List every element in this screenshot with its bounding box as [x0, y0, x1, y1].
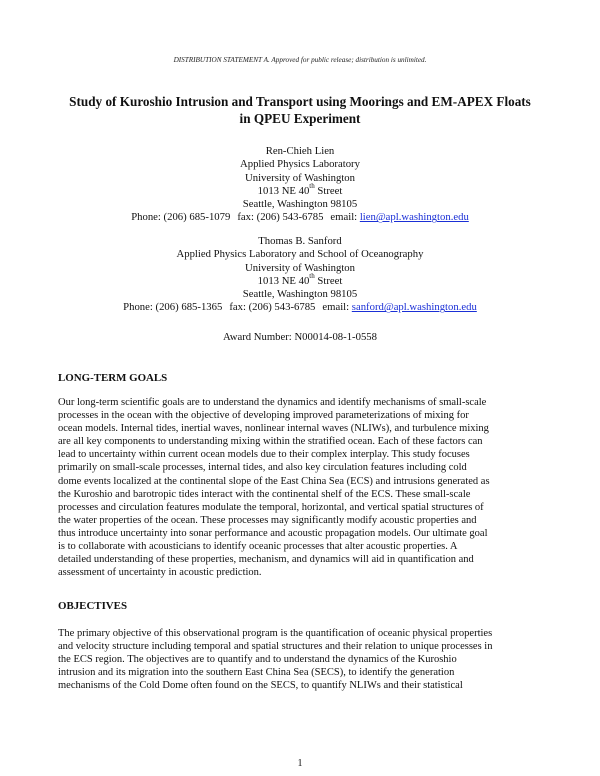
- author-fax: fax: (206) 543-6785: [237, 211, 324, 224]
- author-university: University of Washington: [245, 261, 355, 274]
- author-phone: Phone: (206) 685-1079: [131, 211, 231, 224]
- text-line: and velocity structure including temporal and spatial structures and their relation to unique processes in: [58, 641, 493, 653]
- author-affiliation: Applied Physics Laboratory: [240, 158, 360, 171]
- text-line: Our long-term scientific goals are to understand the dynamics and identify mechanisms of small-scale: [58, 397, 487, 408]
- section-body-long-term-goals: [58, 396, 548, 579]
- award-number: Award Number: N00014-08-1-0558: [223, 331, 377, 343]
- author-email-link[interactable]: sanford@apl.washington.edu: [351, 301, 477, 314]
- text-line: the Kuroshio and barotropic tides interact with the continental shelf of the ECS. These small-scale: [58, 488, 471, 500]
- text-line: primarily on small-scale processes, internal tides, and also key circulation features including cold: [58, 462, 467, 474]
- title-line-1: Study of Kuroshio Intrusion and Transport using Moorings and EM-APEX Floats: [69, 94, 531, 109]
- author-city: Seattle, Washington 98105: [242, 198, 358, 211]
- text-line: the ECS region. The objectives are to quantify and to understand the dynamics of the Kuroshio: [58, 654, 457, 666]
- text-line: the water properties of the ocean. These processes may significantly modify acoustic properties and: [58, 514, 477, 526]
- author-contact: Phone: (206) 685-1079 fax: (206) 543-6785 email: lien@apl.washington.edu: [131, 211, 469, 224]
- paper-title: [40, 94, 560, 127]
- text-line: is to collaborate with acousticians to identify oceanic processes that alter acoustic properties. A: [58, 541, 458, 553]
- text-line: dome events localized at the continental slope of the East China Sea (ECS) and intrusions generated as: [58, 475, 490, 487]
- text-line: assessment of uncertainty in acoustic prediction.: [58, 567, 262, 579]
- author-email-link[interactable]: lien@apl.washington.edu: [359, 211, 469, 224]
- author-affiliation: Applied Physics Laboratory and School of Oceanography: [176, 248, 424, 261]
- text-line: ocean models. Internal tides, inertial waves, nonlinear internal waves (NLIWs), and turbulence mixing: [58, 423, 489, 435]
- text-line: lead to uncertainty within current ocean models due to their complex interplay. This study focuses: [58, 449, 470, 461]
- author-phone: Phone: (206) 685-1365: [123, 301, 223, 314]
- text-line: mechanisms of the Cold Dome often found on the SECS, to quantify NLIWs and their statistical: [58, 680, 463, 692]
- section-heading-long-term-goals: LONG-TERM GOALS: [58, 372, 168, 384]
- text-line: intrusion and its migration into the southern East China Sea (SECS), to identify the generation: [58, 667, 455, 679]
- section-heading-objectives: OBJECTIVES: [58, 600, 127, 612]
- author-block-1: [0, 145, 600, 225]
- text-line: thus introduce uncertainty into sonar performance and acoustic propagation models. Our ultimate goal: [58, 527, 488, 539]
- page-number: 1: [297, 758, 303, 769]
- author-name: Thomas B. Sanford: [258, 235, 342, 247]
- text-line: processes and circulation features modulate the temporal, horizontal, and vertical spatial structures of: [58, 501, 484, 513]
- section-body-objectives: [58, 627, 548, 692]
- distribution-statement: DISTRIBUTION STATEMENT A. Approved for public release; distribution is unlimited.: [173, 56, 427, 64]
- author-street: 1013 NE 40th Street: [257, 182, 343, 197]
- author-name: Ren-Chieh Lien: [265, 145, 335, 157]
- text-line: detailed understanding of these properties, mechanism, and dynamics will aid in quantification and: [58, 554, 474, 566]
- text-line: processes in the ocean with the objective of developing improved parameterizations of mixing for: [58, 410, 469, 422]
- author-university: University of Washington: [245, 171, 355, 184]
- author-street: 1013 NE 40th Street: [257, 272, 343, 287]
- author-block-2: [0, 235, 600, 315]
- text-line: The primary objective of this observational program is the quantification of oceanic physical properties: [58, 628, 493, 639]
- author-contact: Phone: (206) 685-1365 fax: (206) 543-6785 email: sanford@apl.washington.edu: [123, 301, 477, 314]
- author-fax: fax: (206) 543-6785: [229, 301, 316, 314]
- author-city: Seattle, Washington 98105: [242, 288, 358, 301]
- title-line-2: in QPEU Experiment: [239, 110, 361, 126]
- text-line: are all key components to understanding mixing within the stratified ocean. Each of these factors can: [58, 436, 483, 448]
